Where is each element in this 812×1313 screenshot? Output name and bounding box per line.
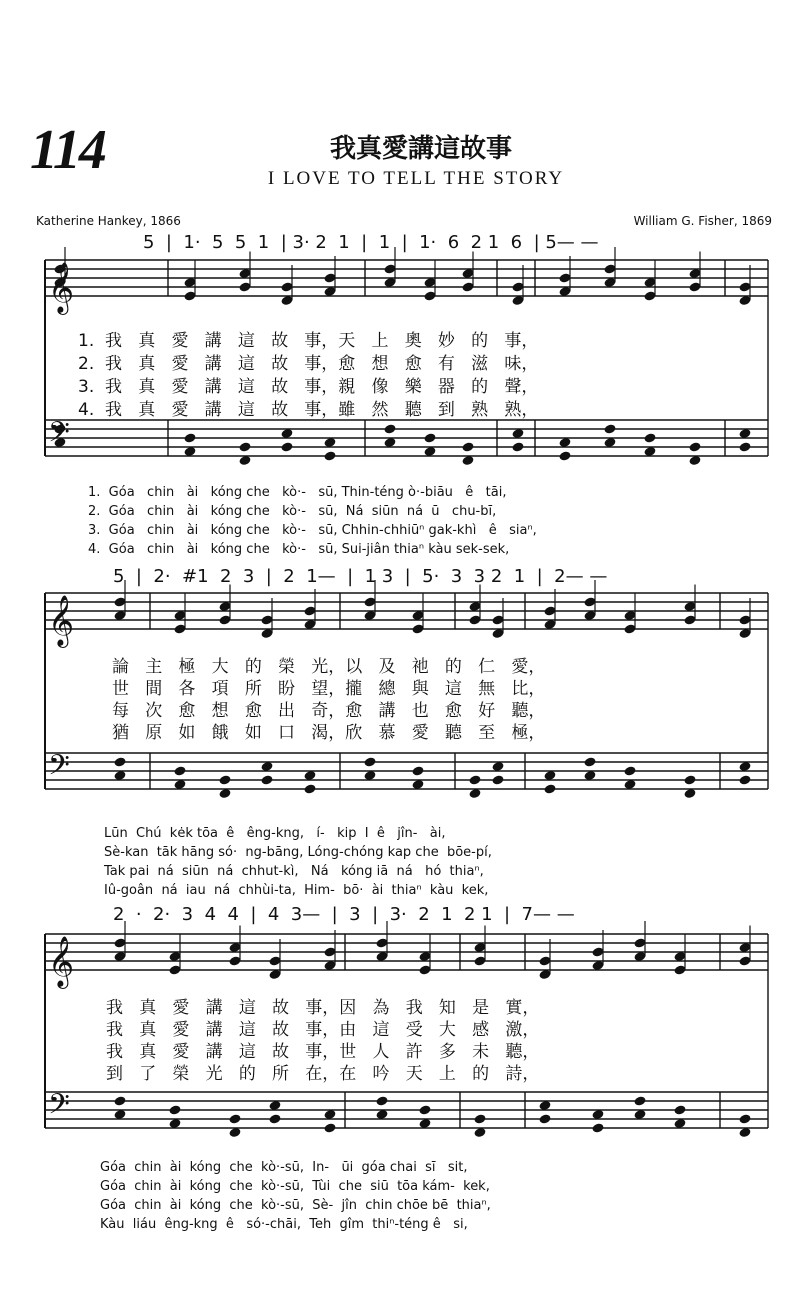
- lyrics-roman-block-3: [100, 1158, 491, 1234]
- lyrics-chinese-block-2: [112, 656, 545, 744]
- title-english: I LOVE TO TELL THE STORY: [267, 168, 565, 189]
- composer-credit: William G. Fisher, 1869: [633, 214, 772, 228]
- lyric-zh-2-1: 論 主 極 大 的 榮 光，以 及 祂 的 仁 愛，: [112, 657, 546, 677]
- lyric-rom-2-1: Lūn Chú kėk tōa ê êng-kng, í- kip I ê jîn- ài,: [104, 826, 446, 841]
- lyric-rom-2-4: Iû-goân ná iau ná chhùi-ta, Him- bō· ài thiaⁿ kàu kek,: [104, 883, 489, 898]
- lyric-zh-1-4: 4. 我 真 愛 講 這 故 事，雖 然 聽 到 熟 熟，: [78, 400, 539, 420]
- lyric-zh-3-2: 我 真 愛 講 這 故 事，由 這 受 大 感 激，: [106, 1020, 540, 1040]
- lyric-zh-1-3: 3. 我 真 愛 講 這 故 事，親 像 樂 器 的 聲，: [78, 377, 539, 397]
- lyric-zh-1-1: 1. 我 真 愛 講 這 故 事，天 上 奧 妙 的 事，: [78, 331, 539, 351]
- hymn-number: 114: [30, 119, 105, 181]
- lyric-rom-2-3: Tak pai ná siūn ná chhut-kì, Ná kóng iā ná hó thiaⁿ,: [104, 864, 484, 879]
- solfa-line-3: 2 · 2· 3 4 4 | 4 3— | 3 | 3· 2 1 2 1 | 7— —: [113, 904, 575, 925]
- lyrics-roman-block-2: [104, 824, 492, 900]
- lyrics-roman-block-1: [88, 483, 537, 559]
- svg-text:𝄢: 𝄢: [48, 416, 70, 456]
- svg-text:𝄢: 𝄢: [48, 749, 70, 789]
- solfa-line-1: 5 | 1· 5 5 1 | 3· 2 1 | 1 | 1· 6 2 1 6 | 5— —: [143, 232, 599, 253]
- svg-text:𝄢: 𝄢: [48, 1088, 70, 1128]
- lyric-rom-2-2: Sè-kan tāk hāng só· ng-bāng, Lóng-chóng kap che bōe-pí,: [104, 845, 492, 860]
- lyrics-chinese-block-3: [106, 997, 539, 1085]
- lyric-zh-2-2: 世 間 各 項 所 盼 望，攏 總 與 這 無 比，: [112, 679, 546, 699]
- lyric-rom-3-3: Góa chin ài kóng che kò·-sū, Sè- jîn chin chōe bē thiaⁿ,: [100, 1198, 491, 1213]
- lyric-rom-1-4: 4. Góa chin ài kóng che kò·- sū, Sui-jiân thiaⁿ kàu sek-sek,: [88, 542, 510, 557]
- lyric-zh-2-3: 每 次 愈 想 愈 出 奇，愈 講 也 愈 好 聽，: [112, 701, 546, 721]
- lyric-zh-2-4: 猶 原 如 餓 如 口 渴，欣 慕 愛 聽 至 極，: [112, 723, 546, 743]
- svg-text:𝄞: 𝄞: [48, 262, 75, 313]
- title-chinese: 我真愛講這故事: [329, 134, 512, 164]
- lyric-rom-1-1: 1. Góa chin ài kóng che kò·- sū, Thin-téng ò·-biāu ê tāi,: [88, 485, 507, 500]
- svg-text:𝄞: 𝄞: [48, 595, 75, 646]
- lyric-zh-3-1: 我 真 愛 講 這 故 事，因 為 我 知 是 實，: [106, 998, 540, 1018]
- lyric-rom-3-1: Góa chin ài kóng che kò·-sū, In- ūi góa chai sī sit,: [100, 1160, 468, 1175]
- lyric-rom-1-3: 3. Góa chin ài kóng che kò·- sū, Chhin-chhiūⁿ gak-khì ê siaⁿ,: [88, 523, 537, 538]
- lyric-zh-3-4: 到 了 榮 光 的 所 在，在 吟 天 上 的 詩，: [106, 1064, 540, 1084]
- lyric-rom-3-4: Kàu liáu êng-kng ê só·-chāi, Teh gîm thiⁿ-téng ê si,: [100, 1217, 468, 1232]
- lyric-zh-1-2: 2. 我 真 愛 講 這 故 事，愈 想 愈 有 滋 味，: [78, 354, 539, 374]
- lyric-rom-3-2: Góa chin ài kóng che kò·-sū, Tùi che siū tōa kám- kek,: [100, 1179, 490, 1194]
- solfa-line-2: 5 | 2· #1 2 3 | 2 1— | 1 3 | 5· 3 3 2 1 | 2— —: [113, 566, 608, 587]
- lyricist-credit: Katherine Hankey, 1866: [36, 214, 181, 228]
- lyrics-chinese-block-1: [78, 330, 538, 422]
- lyric-rom-1-2: 2. Góa chin ài kóng che kò·- sū, Ná siūn ná ū chu-bī,: [88, 504, 497, 519]
- svg-text:𝄞: 𝄞: [48, 936, 75, 987]
- lyric-zh-3-3: 我 真 愛 講 這 故 事，世 人 許 多 未 聽，: [106, 1042, 540, 1062]
